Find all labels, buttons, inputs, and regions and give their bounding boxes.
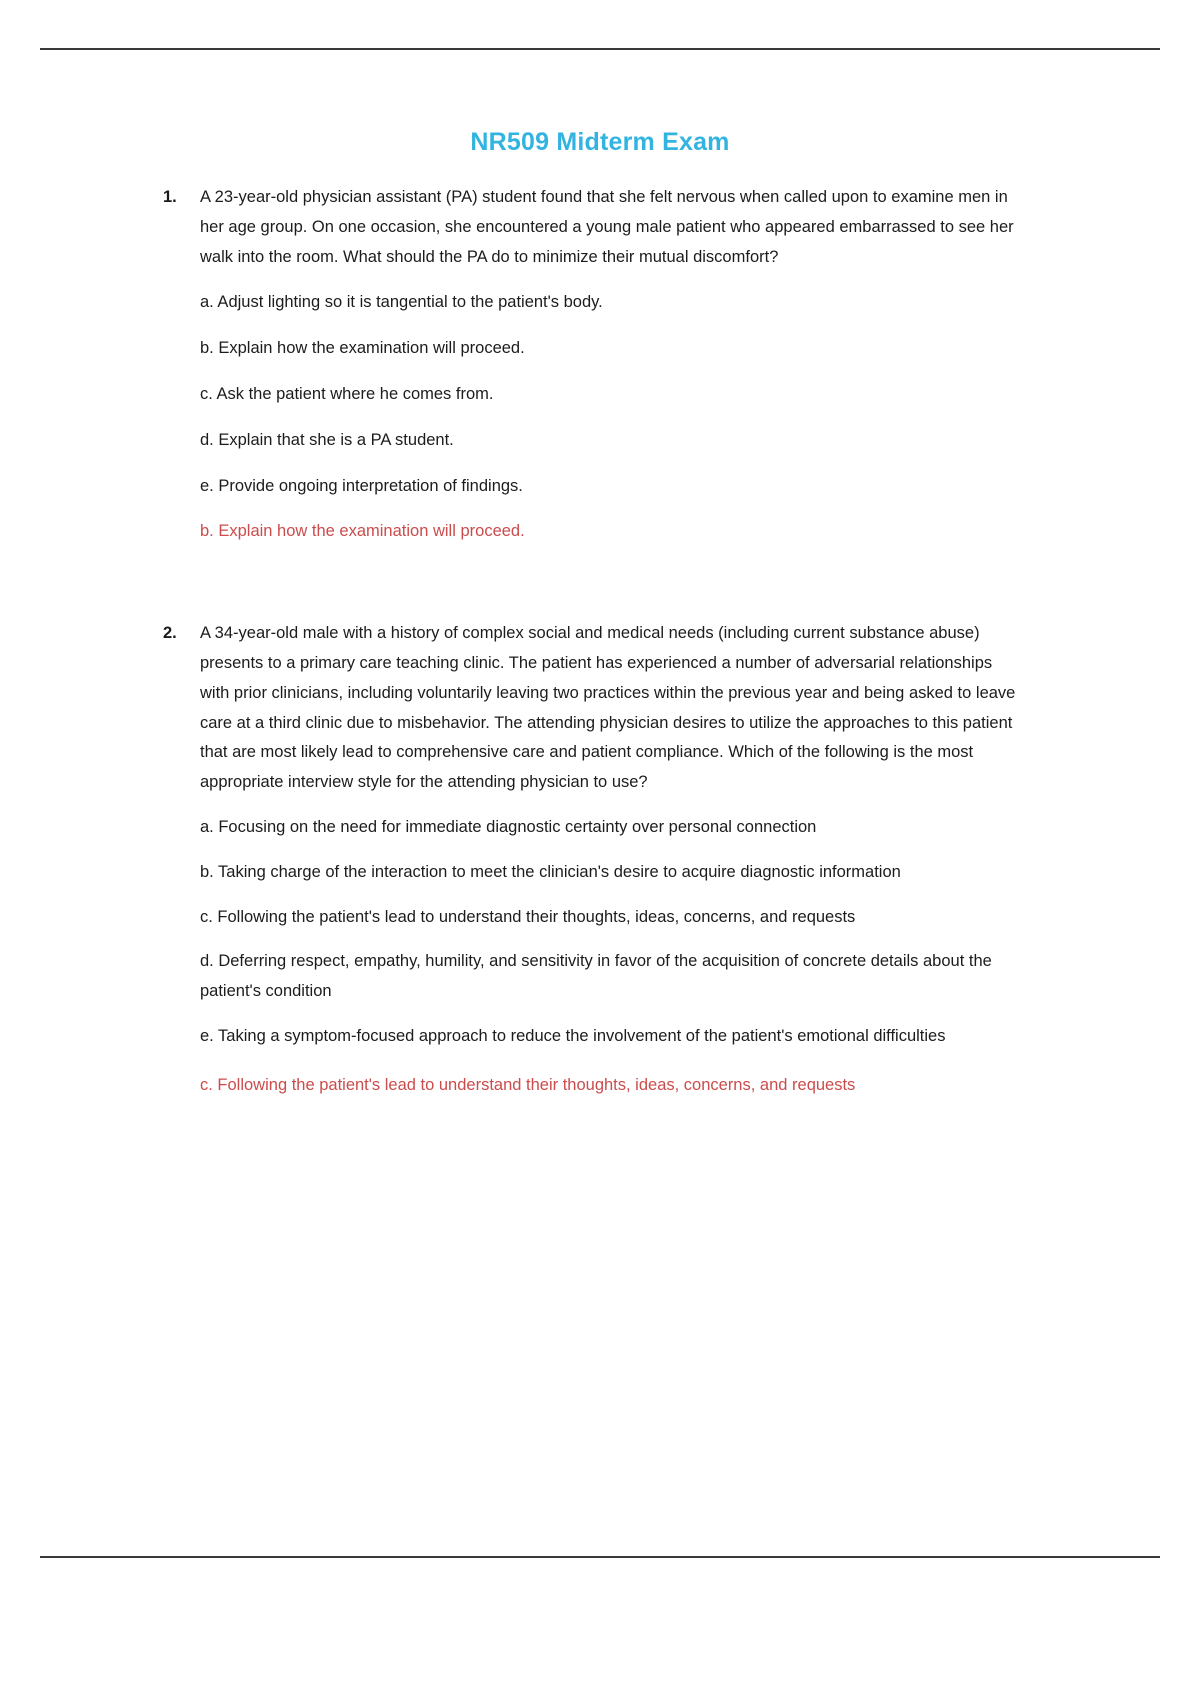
answer-option-list [200, 798, 1025, 1052]
question-number: 1. [163, 188, 177, 206]
question-item [0, 619, 1200, 1100]
question-list [0, 183, 1200, 1101]
answer-option-d[interactable]: d. Explain that she is a PA student. [200, 430, 454, 449]
answer-option-c[interactable]: c. Following the patient's lead to understand their thoughts, ideas, concerns, and requests [200, 907, 856, 926]
page-title: NR509 Midterm Exam [470, 128, 730, 156]
question-number: 2. [163, 624, 177, 643]
answer-option-b[interactable]: b. Explain how the examination will proceed. [200, 339, 525, 358]
answer-option-list [200, 272, 1025, 501]
answer-option-c[interactable]: c. Ask the patient where he comes from. [200, 384, 494, 403]
question-item [0, 183, 1200, 547]
answer-option-e[interactable]: e. Taking a symptom-focused approach to reduce the involvement of the patient's emotional difficulties [200, 1026, 946, 1045]
question-stem: A 23-year-old physician assistant (PA) student found that she felt nervous when called upon to examine men in her age group. On one occasion, she encountered a young male patient who appeared embarrassed to see her walk into the room. What should the PA do to minimize their mutual discomfort? [200, 188, 1014, 266]
answer-option-e[interactable]: e. Provide ongoing interpretation of findings. [200, 476, 523, 495]
answer-option-b[interactable]: b. Taking charge of the interaction to meet the clinician's desire to acquire diagnostic information [200, 862, 901, 881]
correct-answer: c. Following the patient's lead to understand their thoughts, ideas, concerns, and requests [200, 1075, 856, 1094]
footer-divider-line [40, 1556, 1160, 1558]
correct-answer: b. Explain how the examination will proceed. [200, 522, 525, 541]
question-stem: A 34-year-old male with a history of complex social and medical needs (including current substance abuse) presents to a primary care teaching clinic. The patient has experienced a number of adversarial relationships with prior clinicians, including voluntarily leaving two practices within the previous year and being asked to leave care at a third clinic due to misbehavior. The attending physician desires to utilize the approaches to this patient that are most likely lead to comprehensive care and patient compliance. Which of the following is the most appropriate interview style for the attending physician to use? [200, 624, 1016, 792]
answer-option-a[interactable]: a. Focusing on the need for immediate diagnostic certainty over personal connection [200, 817, 817, 836]
answer-option-d[interactable]: d. Deferring respect, empathy, humility, and sensitivity in favor of the acquisition of concrete details about the patient's condition [200, 952, 992, 1001]
answer-option-a[interactable]: a. Adjust lighting so it is tangential to the patient's body. [200, 293, 603, 312]
